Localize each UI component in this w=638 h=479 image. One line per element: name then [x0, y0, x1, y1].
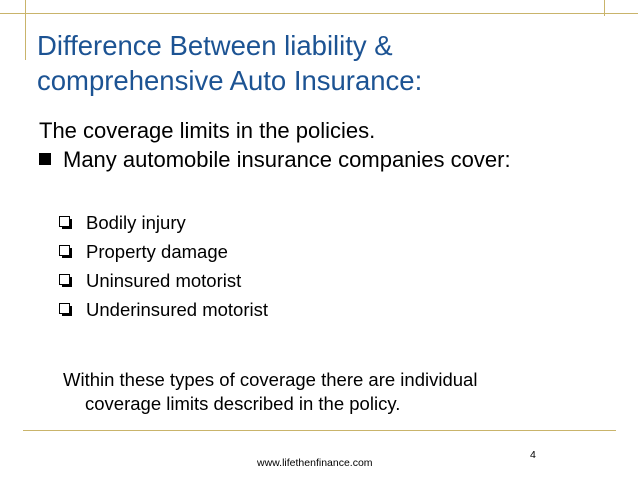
list-item: [59, 269, 268, 298]
list-item-label: Bodily injury: [86, 212, 186, 233]
slide-title-line-2: comprehensive Auto Insurance:: [37, 65, 423, 96]
intro-text: The coverage limits in the policies.: [39, 118, 376, 143]
page-number: 4: [530, 449, 536, 461]
list-item-label: Underinsured motorist: [86, 299, 268, 320]
bullet-item: [39, 146, 579, 173]
slide-title: [37, 28, 597, 98]
hollow-square-bullet-icon: [59, 216, 73, 230]
bullet-text: Many automobile insurance companies cover:: [63, 147, 511, 172]
frame-right-rule: [604, 0, 605, 16]
footer-url: www.lifethenfinance.com: [257, 457, 373, 469]
list-item: [59, 298, 268, 327]
slide-title-line-1: Difference Between liability &: [37, 30, 393, 61]
coverage-types-list: [59, 211, 268, 327]
closing-line-1: Within these types of coverage there are individual: [63, 369, 478, 390]
filled-square-bullet-icon: [39, 153, 52, 166]
closing-line-2: coverage limits described in the policy.: [85, 393, 401, 414]
hollow-square-bullet-icon: [59, 245, 73, 259]
footer-divider: [23, 430, 616, 431]
list-item: [59, 240, 268, 269]
closing-paragraph: [63, 368, 603, 416]
frame-left-rule: [25, 0, 26, 60]
hollow-square-bullet-icon: [59, 274, 73, 288]
list-item: [59, 211, 268, 240]
frame-top-rule: [0, 13, 638, 14]
list-item-label: Property damage: [86, 241, 228, 262]
hollow-square-bullet-icon: [59, 303, 73, 317]
list-item-label: Uninsured motorist: [86, 270, 242, 291]
